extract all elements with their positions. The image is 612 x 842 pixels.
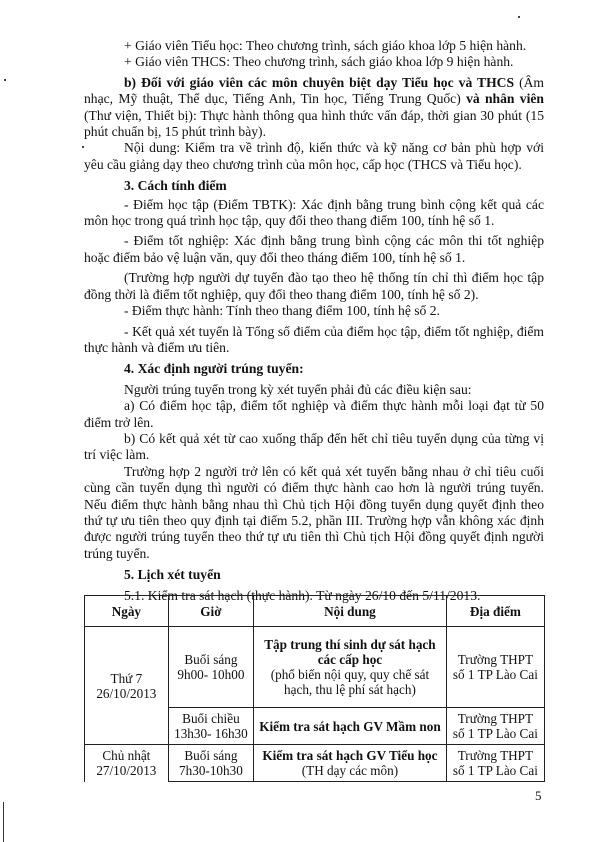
body-text: [84, 38, 544, 604]
table-header-row: [85, 596, 545, 627]
content-note: (phổ biến nội quy, quy chế sát: [270, 667, 430, 682]
page-number: 5: [535, 788, 542, 803]
cell-time: [168, 627, 253, 708]
location-school: Trường THPT: [457, 748, 534, 763]
content-note: (TH dạy các môn): [301, 763, 399, 778]
heading-schedule: 5. Lịch xét tuyển: [124, 567, 221, 583]
paragraph-schedule-intro: 5.1. Kiểm tra sát hạch (thực hành). Từ ngày 26/10 đến 5/11/2013.: [124, 587, 481, 603]
cell-location: [446, 627, 544, 708]
paragraph-content: Nội dung: Kiểm tra về trình độ, kiến thức và kỹ năng cơ bản phù hợp với yêu cầu giảng dạy theo chương trình của môn học, cấp học (THCS và Tiểu học).: [84, 140, 544, 172]
header-date: Ngày: [85, 596, 169, 627]
heading-scoring: 3. Cách tính điểm: [124, 178, 227, 194]
scan-margin-mark: [3, 802, 4, 842]
heading-selection: 4. Xác định người trúng tuyển:: [124, 361, 304, 377]
date-value: 26/10/2013: [96, 685, 157, 701]
cell-content: [254, 627, 447, 708]
location-school: Trường THPT: [457, 711, 534, 726]
time-range: 7h30-10h30: [179, 763, 243, 778]
content-title: Tập trung thí sinh dự sát hạch: [264, 637, 436, 652]
cell-location: [446, 708, 544, 745]
time-range: 13h30- 16h30: [174, 726, 248, 741]
location-city: số 1 TP Lào Cai: [452, 763, 538, 778]
schedule-table: [84, 595, 545, 782]
cell-time: [168, 745, 253, 782]
specialist-subjects: (Âm nhạc, Mỹ thuật, Thể dục, Tiếng Anh, Tin học, Tiếng Trung Quốc): [84, 74, 544, 107]
time-session: Buổi sáng: [184, 748, 238, 763]
cell-content: [254, 745, 447, 782]
cell-time: [168, 708, 253, 745]
header-location: Địa điểm: [446, 596, 544, 627]
time-range: 9h00- 10h00: [177, 667, 245, 682]
specialist-format: (Thư viện, Thiết bị): Thực hành thông qua hình thức vấn đáp, thời gian 30 phút (15 phút chuẩn bị, 15 phút trình bày).: [84, 107, 544, 140]
paragraph-condition-a: a) Có điểm học tập, điểm tốt nghiệp và điểm thực hành mỗi loại đạt từ 50 điểm trở lên.: [84, 398, 544, 430]
paragraph-condition-b: b) Có kết quả xét từ cao xuống thấp đến hết chỉ tiêu tuyển dụng của từng vị trí việc làm.: [84, 430, 544, 463]
content-title-cont: các cấp học: [317, 652, 383, 667]
paragraph-credit-system: (Trường hợp người dự tuyển đào tạo theo hệ thống tín chỉ thì điểm học tập đồng thời là điểm tốt nghiệp, quy đổi theo thang điểm 100, tính hệ số 2).: [84, 270, 544, 302]
date-weekday: Thứ 7: [110, 670, 143, 686]
location-school: Trường THPT: [457, 652, 534, 667]
paragraph-secondary-teacher: + Giáo viên THCS: Theo chương trình, sách giáo khoa lớp 9 hiện hành.: [124, 54, 514, 70]
content-title: Kiểm tra sát hạch GV Tiểu học: [262, 748, 438, 763]
paragraph-specialist-teachers: [84, 75, 544, 141]
table-row: [85, 745, 545, 782]
paragraph-study-score: - Điểm học tập (Điểm TBTK): Xác định bằng trung bình cộng kết quả các môn học trong quá trình học tập, quy đổi theo thang điểm 100, tính hệ số 1.: [84, 196, 544, 229]
header-time: Giờ: [168, 596, 253, 627]
cell-content: Kiểm tra sát hạch GV Mầm non: [254, 708, 447, 745]
date-value: 27/10/2013: [96, 763, 157, 779]
paragraph-graduation-score: - Điểm tốt nghiệp: Xác định bằng trung bình cộng các môn thi tốt nghiệp hoặc điểm bảo vệ luận văn, quy đổi theo tháng điểm 100, tính hệ số 1.: [84, 233, 544, 265]
paragraph-conditions: Người trúng tuyển trong kỳ xét tuyển phải đủ các điều kiện sau:: [124, 381, 472, 397]
cell-date: [85, 627, 169, 745]
location-city: số 1 TP Lào Cai: [452, 667, 538, 682]
date-weekday: Chủ nhật: [102, 748, 151, 764]
scan-speck: [4, 79, 6, 81]
location-city: số 1 TP Lào Cai: [452, 726, 538, 741]
time-session: Buổi chiều: [182, 711, 240, 726]
scan-speck: [518, 16, 520, 18]
cell-location: [446, 745, 544, 782]
paragraph-primary-teacher: + Giáo viên Tiểu học: Theo chương trình, sách giáo khoa lớp 5 hiện hành.: [124, 38, 527, 53]
cell-date: [85, 745, 169, 782]
staff-heading: và nhân viên: [466, 91, 544, 107]
header-content: Nội dung: [254, 596, 447, 627]
scan-speck: [82, 146, 84, 148]
time-session: Buổi sáng: [184, 652, 238, 667]
paragraph-result: - Kết quả xét tuyển là Tổng số điểm của điểm học tập, điểm tốt nghiệp, điểm thực hành và điểm ưu tiên.: [84, 323, 544, 355]
content-note-cont: hạch, thu lệ phí sát hạch): [284, 682, 416, 697]
paragraph-practice-score: - Điểm thực hành: Tính theo thang điểm 100, tính hệ số 2.: [124, 303, 440, 319]
specialist-heading: b) Đối với giáo viên các môn chuyên biệt dạy Tiểu học và THCS: [124, 74, 515, 90]
paragraph-tie-break: Trường hợp 2 người trở lên có kết quả xét tuyển bằng nhau ở chỉ tiêu cuối cùng cần tuyển dụng thì người có điểm thực hành cao hơn là người trúng tuyển. Nếu điểm thực hành bằng nhau thì Chủ tịch Hội đồng tuyển dụng quyết định theo thứ tự ưu tiên theo quy định tại điểm 5.2, phần III. Trường hợp vẫn không xác định được người trúng tuyển theo thứ tự ưu tiên thì Chủ tịch Hội đồng quyết định người trúng tuyển.: [84, 463, 544, 561]
table-row: [85, 627, 545, 708]
